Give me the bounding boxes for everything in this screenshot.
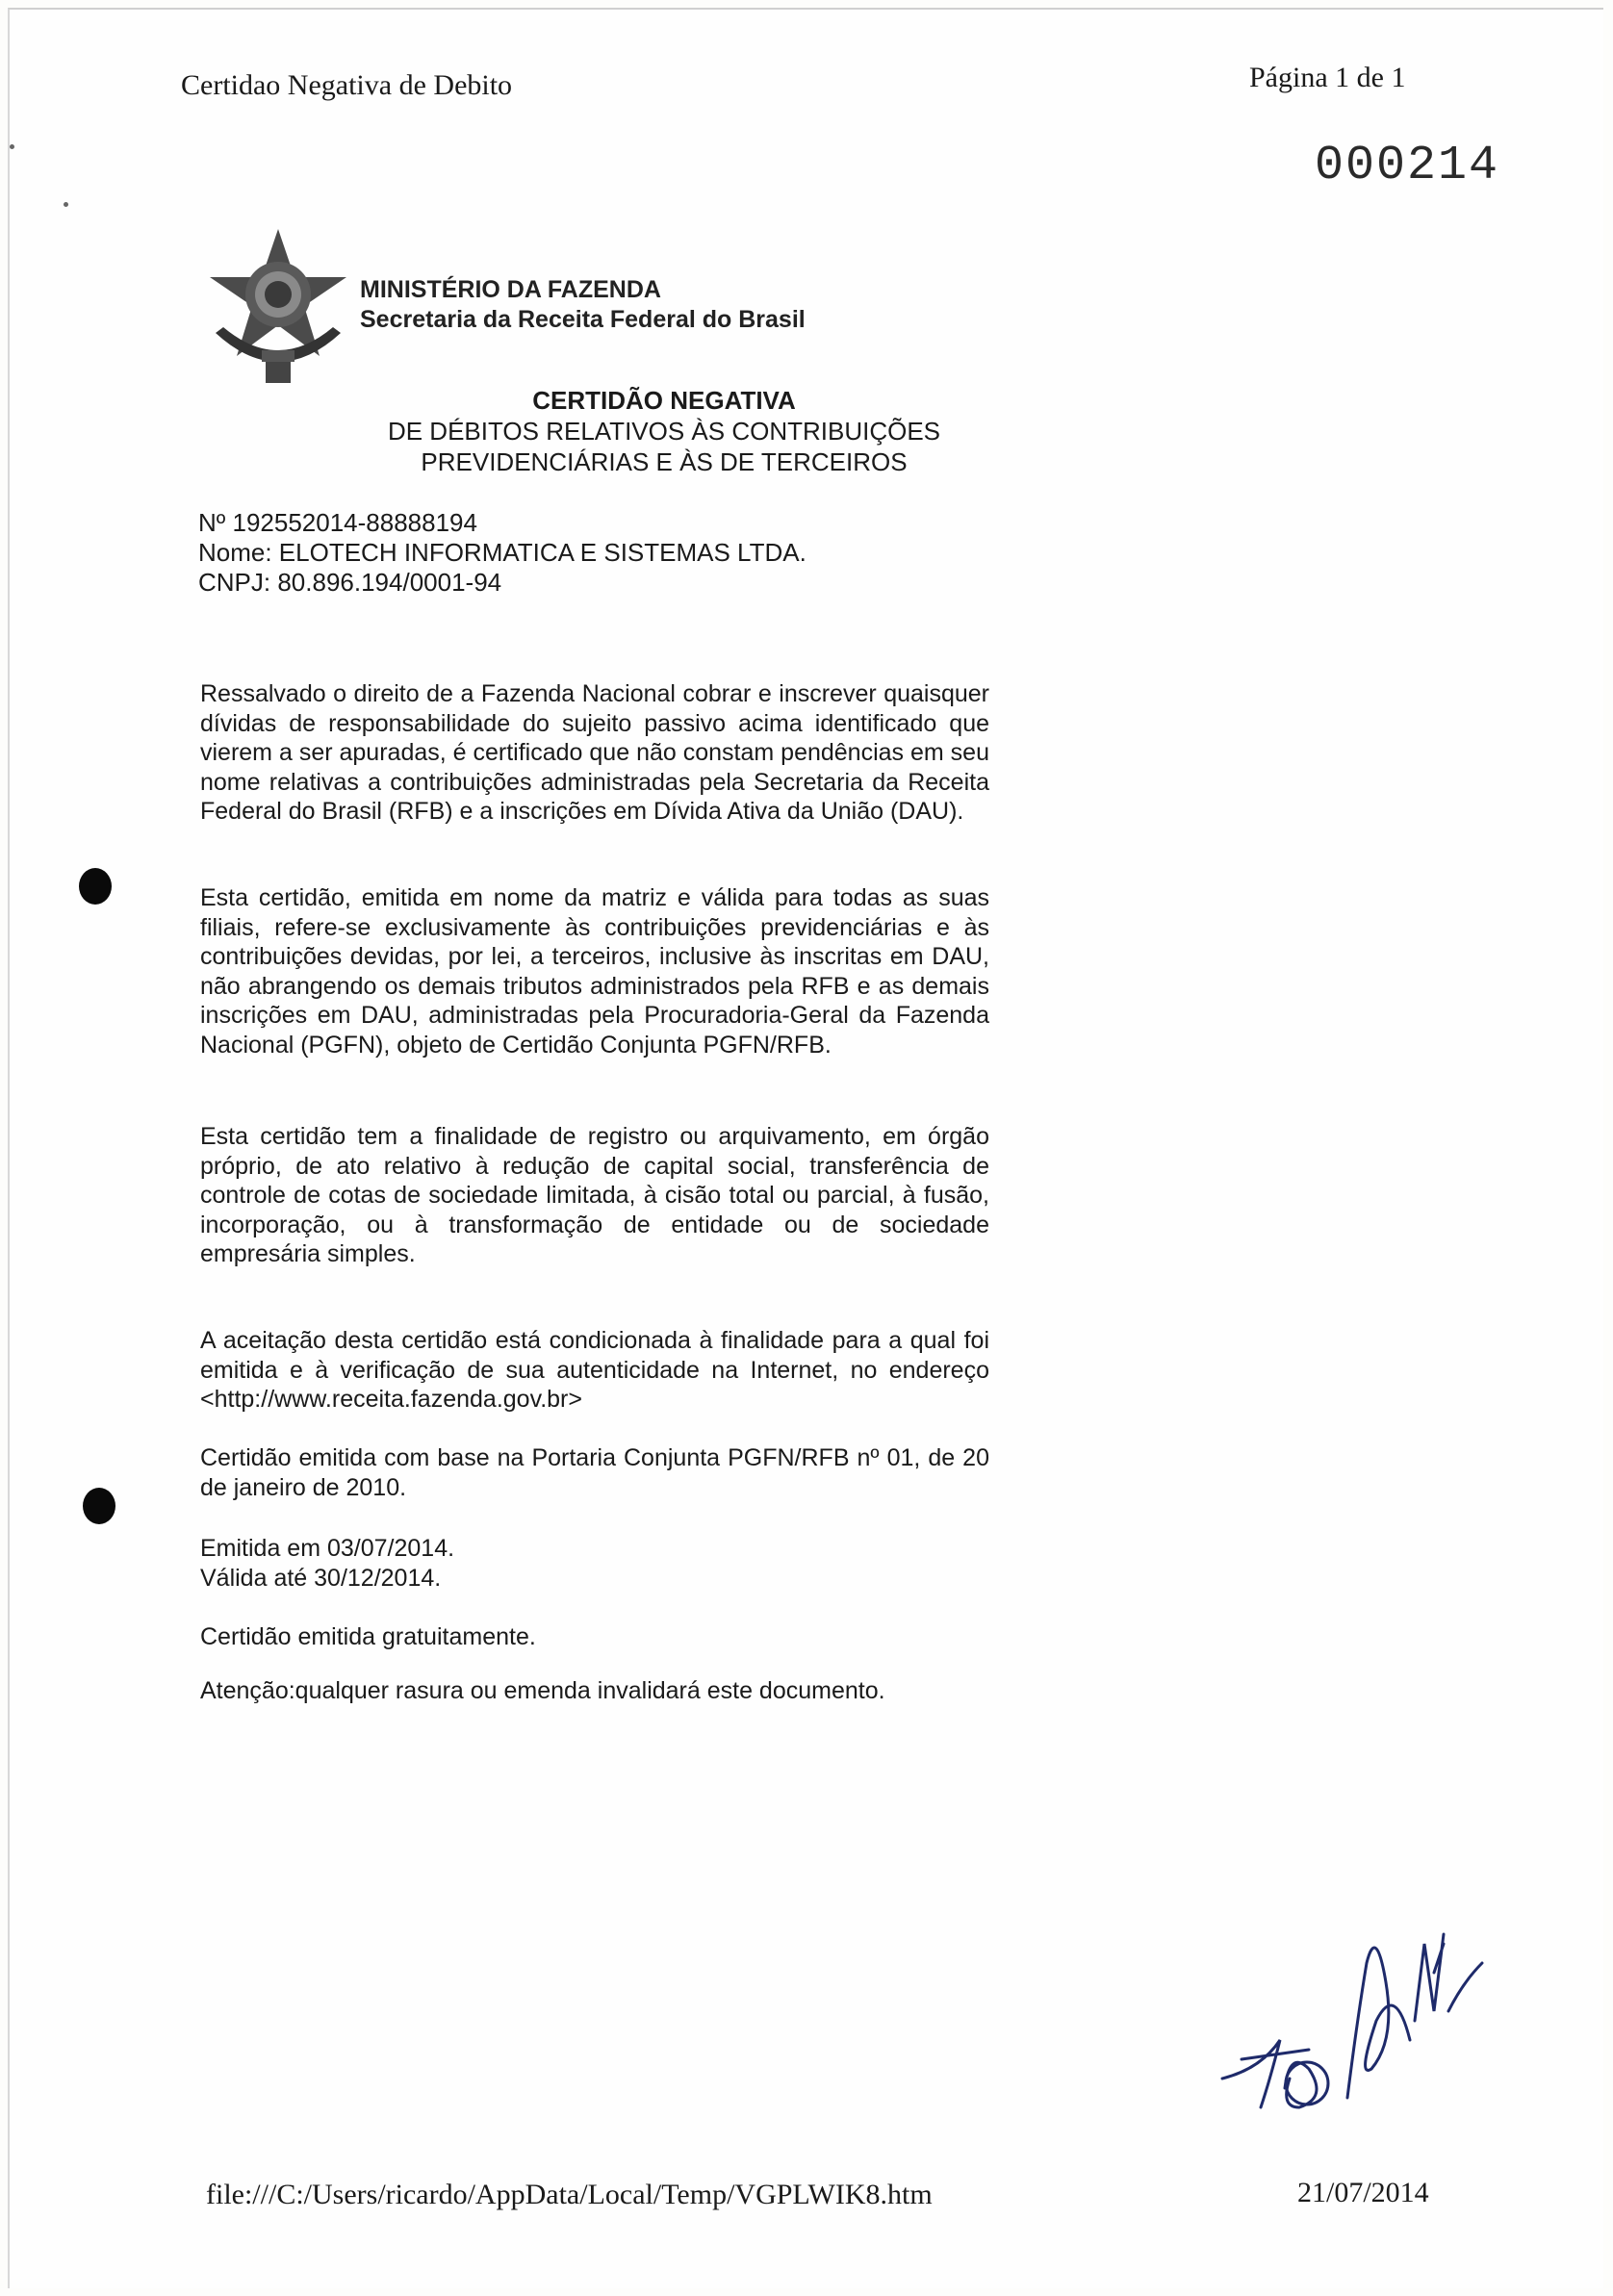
validity-block	[200, 1534, 989, 1593]
punch-hole	[83, 1488, 115, 1524]
scan-speck	[64, 202, 68, 207]
secretariat-name: Secretaria da Receita Federal do Brasil	[360, 306, 806, 333]
header-title: Certidao Negativa de Debito	[181, 69, 513, 101]
page-indicator: Página 1 de 1	[1249, 62, 1406, 93]
paragraph-scope: Esta certidão, emitida em nome da matriz e válida para todas as suas filiais, refere-se exclusivamente às contribuições previdenciárias e às contribuições devidas, por lei, a terceiros, inclusive às inscritas em DAU, não abrangendo os demais tributos administrados pela RFB e as demais inscrições em DAU, administradas pela Procuradoria-Geral da Fazenda Nacional (PGFN), objeto de Certidão Conjunta PGFN/RFB.	[200, 884, 989, 1059]
certificate-number: Nº 192552014-88888194	[198, 508, 477, 537]
handwritten-signature-icon	[1203, 1905, 1569, 2156]
certificate-title	[250, 385, 1078, 477]
paragraph-rights: Ressalvado o direito de a Fazenda Nacional cobrar e inscrever quaisquer dívidas de responsabilidade do sujeito passivo acima identificado que vierem a ser apuradas, é certificado que não constam pendências em seu nome relativas a contribuições administradas pela Secretaria da Receita Federal do Brasil (RFB) e a inscrições em Dívida Ativa da União (DAU).	[200, 680, 989, 825]
scan-speck	[10, 144, 14, 149]
free-issue-note: Certidão emitida gratuitamente.	[200, 1623, 536, 1650]
file-path: file:///C:/Users/ricardo/AppData/Local/Temp/VGPLWIK8.htm	[206, 2179, 933, 2210]
company-cnpj: CNPJ: 80.896.194/0001-94	[198, 568, 502, 597]
agency-block	[360, 275, 806, 335]
paragraph-acceptance: A aceitação desta certidão está condicionada à finalidade para a qual foi emitida e à verificação de sua autenticidade na Internet, no endereço <http://www.receita.fazenda.gov.br>	[200, 1327, 989, 1413]
paragraph-purpose: Esta certidão tem a finalidade de registro ou arquivamento, em órgão próprio, de ato relativo à redução de capital social, transferência de controle de cotas de sociedade limitada, à cisão total ou parcial, à fusão, incorporação, ou à transformação de entidade ou de sociedade empresária simples.	[200, 1123, 989, 1267]
print-date: 21/07/2014	[1297, 2177, 1429, 2208]
valid-until-date: Válida até 30/12/2014.	[200, 1564, 442, 1592]
identification-block	[198, 508, 806, 598]
title-line-3: PREVIDENCIÁRIAS E ÀS DE TERCEIROS	[421, 447, 908, 476]
ministry-name: MINISTÉRIO DA FAZENDA	[360, 276, 661, 303]
warning-note: Atenção:qualquer rasura ou emenda invalidará este documento.	[200, 1677, 885, 1704]
title-line-2: DE DÉBITOS RELATIVOS ÀS CONTRIBUIÇÕES	[387, 417, 941, 446]
punch-hole	[79, 868, 112, 905]
coat-of-arms-icon	[206, 227, 350, 387]
stamp-number: 000214	[1315, 139, 1500, 193]
paragraph-legal-basis: Certidão emitida com base na Portaria Conjunta PGFN/RFB nº 01, de 20 de janeiro de 2010.	[200, 1444, 989, 1501]
title-line-1: CERTIDÃO NEGATIVA	[532, 386, 796, 415]
company-name: Nome: ELOTECH INFORMATICA E SISTEMAS LTDA.	[198, 538, 806, 567]
issued-date: Emitida em 03/07/2014.	[200, 1535, 455, 1562]
